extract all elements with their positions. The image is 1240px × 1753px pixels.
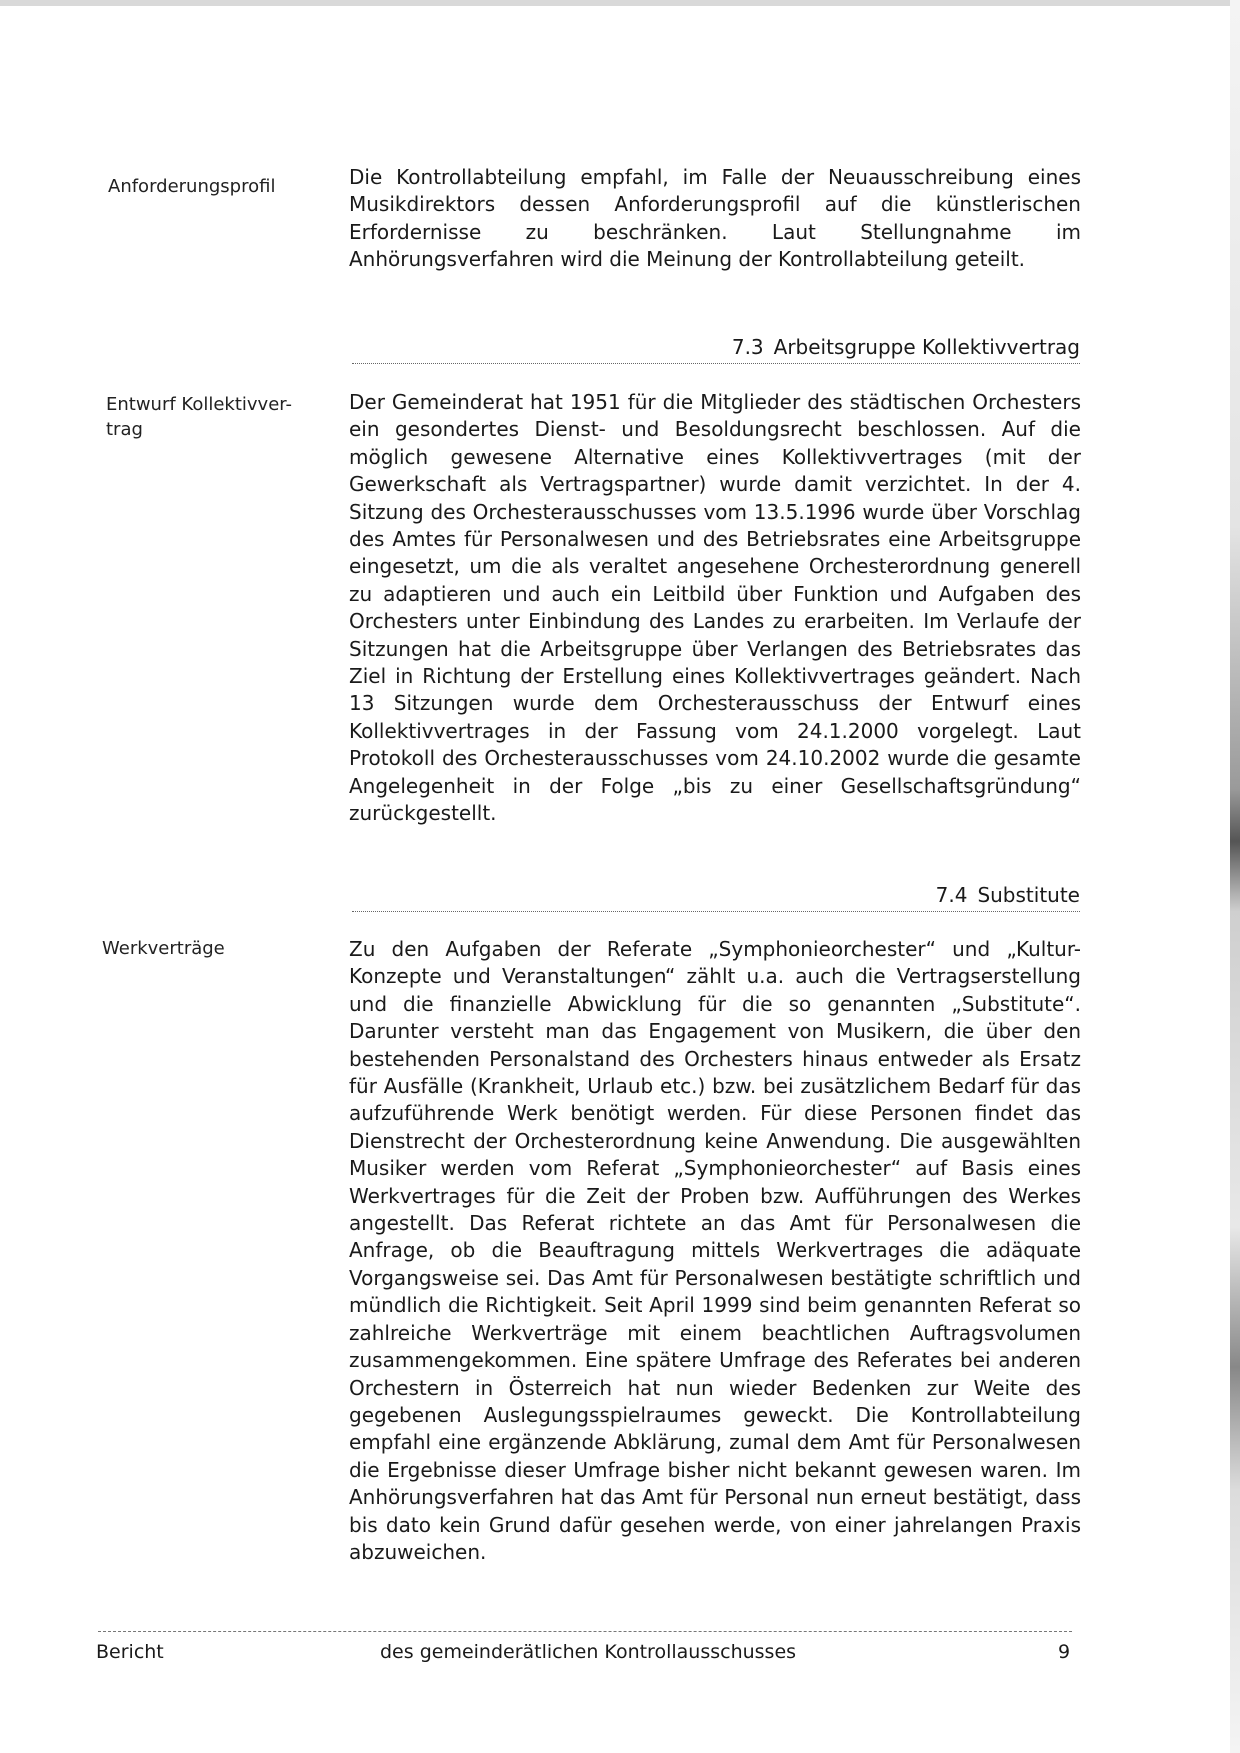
margin-label-entwurf-kollektivvertrag: Entwurf Kollektivver-trag [106,394,293,440]
paragraph-anforderungsprofil: Die Kontrollabteilung empfahl, im Falle der Neuausschreibung eines Musikdirektors dessen Anforderungsprofil auf die künstlerischen Erfordernisse zu beschränken. Laut Stellungnahme im Anhörungsverfahren wird die Meinung der Kontrollabteilung geteilt. [349,165,1081,272]
margin-label-anforderungsprofil: Anforderungsprofil [108,176,276,197]
paragraph-entwurf-kollektivvertrag: Der Gemeinderat hat 1951 für die Mitglieder des städtischen Orchesters ein gesondertes Dienst- und Besoldungsrecht beschlossen. Auf die möglich gewesene Alternative eines Kollektivvertrages (mit der Gewerkschaft als Vertragspartner) wurde damit verzichtet. In der 4. Sitzung des Orchesterausschusses vom 13.5.1996 wurde über Vorschlag des Amtes für Personalwesen und des Betriebsrates eine Arbeitsgruppe eingesetzt, um die als veraltet angesehene Orchesterordnung generell zu adaptieren und auch ein Leitbild über Funktion und Aufgaben des Orchesters unter Einbindung des Landes zu erarbeiten. Im Verlaufe der Sitzungen hat die Arbeitsgruppe über Verlangen des Betriebsrates das Ziel in Richtung der Erstellung eines Kollektivvertrages geändert. Nach 13 Sitzungen wurde dem Orchesterausschuss der Entwurf eines Kollektivvertrages in der Fassung vom 24.1.2000 vorgelegt. Laut Protokoll des Orchesterausschusses vom 24.10.2002 wurde die gesamte Angelegenheit in der Folge „bis zu einer Gesellschaftsgründung“ zurückgestellt. [349,390,1081,826]
section-number: 7.4 [935,883,968,907]
section-title: Arbeitsgruppe Kollektivvertrag [773,335,1080,359]
section-number: 7.3 [731,335,764,359]
footer-center: des gemeinderätlichen Kontrollausschusses [380,1641,797,1663]
page-number: 9 [1058,1641,1071,1663]
footer-left: Bericht [96,1641,164,1663]
margin-label-werkvertraege: Werkverträge [102,938,225,959]
section-heading-7-4 [352,882,1080,912]
section-heading-7-3 [352,334,1080,364]
paragraph-werkvertraege: Zu den Aufgaben der Referate „Symphonieorchester“ und „Kultur-Konzepte und Veranstaltungen“ zählt u.a. auch die Vertragserstellung und die finanzielle Abwicklung für die so genannten „Substitute“. Darunter versteht man das Engagement von Musikern, die über den bestehenden Personalstand des Orchesters hinaus entweder als Ersatz für Ausfälle (Krankheit, Urlaub etc.) bzw. bei zusätzlichem Bedarf für das aufzuführende Werk benötigt werden. Für diese Personen findet das Dienstrecht der Orchesterordnung keine Anwendung. Die ausgewählten Musiker werden vom Referat „Symphonieorchester“ auf Basis eines Werkvertrages für die Zeit der Proben bzw. Aufführungen des Werkes angestellt. Das Referat richtete an das Amt für Personalwesen die Anfrage, ob die Beauftragung mittels Werkvertrages die adäquate Vorgangsweise sei. Das Amt für Personalwesen bestätigte schriftlich und mündlich die Richtigkeit. Seit April 1999 sind beim genannten Referat so zahlreiche Werkverträge mit einem beachtlichen Auftragsvolumen zusammengekommen. Eine spätere Umfrage des Referates bei anderen Orchestern in Österreich hat nun wieder Bedenken zur Weite des gegebenen Auslegungsspielraumes geweckt. Die Kontrollabteilung empfahl eine ergänzende Abklärung, zumal dem Amt für Personalwesen die Ergebnisse dieser Umfrage bisher nicht bekannt gewesen waren. Im Anhörungsverfahren hat das Amt für Personal nun erneut bestätigt, dass bis dato kein Grund dafür gesehen werde, von einer jahrelangen Praxis abzuweichen. [349,937,1081,1564]
scan-edge-top [0,0,1240,6]
footer-rule [98,1631,1072,1632]
scan-edge-right [1230,0,1240,1753]
section-title: Substitute [977,883,1080,907]
